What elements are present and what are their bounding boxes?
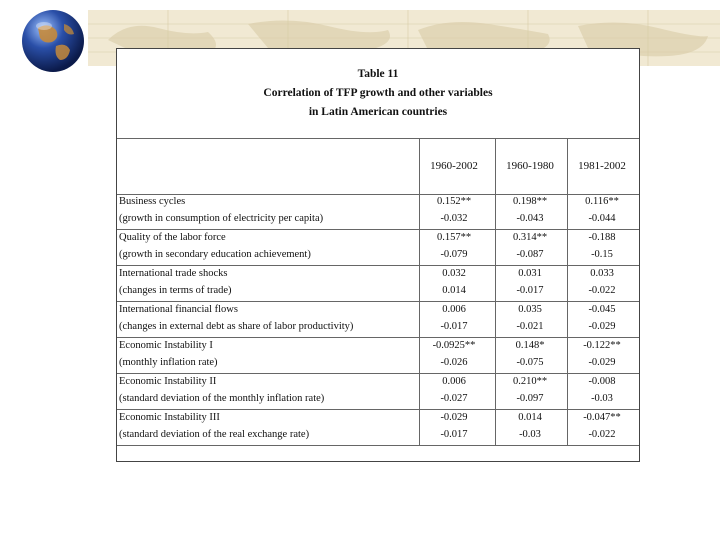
standard-error-value: -0.043 bbox=[516, 213, 544, 224]
table-row bbox=[117, 194, 639, 230]
table-header-row bbox=[117, 138, 639, 195]
standard-error-value: -0.021 bbox=[516, 321, 544, 332]
standard-error-value: -0.032 bbox=[440, 213, 468, 224]
column-header: 1960-2002 bbox=[430, 160, 478, 172]
correlation-value: 0.014 bbox=[518, 412, 542, 423]
correlation-value: 0.157** bbox=[436, 232, 472, 243]
standard-error-value: -0.044 bbox=[588, 213, 616, 224]
standard-error-value: -0.022 bbox=[588, 429, 616, 440]
table-row bbox=[117, 302, 639, 338]
correlation-value: 0.148* bbox=[515, 340, 545, 351]
standard-error-value: -0.027 bbox=[440, 393, 468, 404]
row-sublabel: (standard deviation of the monthly inflation rate) bbox=[119, 393, 325, 404]
column-header: 1981-2002 bbox=[578, 160, 626, 172]
table-row bbox=[117, 266, 639, 302]
correlation-value: 0.116** bbox=[585, 196, 619, 207]
standard-error-value: -0.15 bbox=[591, 249, 613, 260]
standard-error-value: -0.029 bbox=[588, 357, 616, 368]
correlation-value: -0.047** bbox=[583, 412, 621, 423]
correlation-value: -0.188 bbox=[588, 232, 616, 243]
correlation-value: 0.006 bbox=[442, 304, 466, 315]
column-header: 1960-1980 bbox=[506, 160, 554, 172]
table-row bbox=[117, 338, 639, 374]
standard-error-value: -0.022 bbox=[588, 285, 616, 296]
standard-error-value: 0.014 bbox=[442, 285, 466, 296]
row-label: International financial flows bbox=[119, 304, 238, 315]
table-footer bbox=[117, 446, 639, 461]
table-title-line: in Latin American countries bbox=[308, 106, 448, 118]
row-label: Business cycles bbox=[119, 196, 186, 207]
table-row bbox=[117, 230, 639, 266]
data-table bbox=[116, 48, 640, 462]
standard-error-value: -0.075 bbox=[516, 357, 544, 368]
standard-error-value: -0.017 bbox=[440, 321, 468, 332]
correlation-value: 0.314** bbox=[512, 232, 548, 243]
correlation-value: 0.033 bbox=[590, 268, 614, 279]
table-title-line: Correlation of TFP growth and other variables bbox=[263, 87, 493, 99]
standard-error-value: -0.03 bbox=[519, 429, 541, 440]
row-sublabel: (standard deviation of the real exchange rate) bbox=[119, 429, 310, 440]
correlation-value: 0.032 bbox=[442, 268, 466, 279]
row-label: Quality of the labor force bbox=[119, 232, 226, 243]
row-label: International trade shocks bbox=[119, 268, 228, 279]
row-sublabel: (changes in terms of trade) bbox=[119, 285, 232, 296]
correlation-value: 0.035 bbox=[518, 304, 542, 315]
correlation-value: -0.008 bbox=[588, 376, 616, 387]
correlation-value: -0.122** bbox=[583, 340, 621, 351]
standard-error-value: -0.017 bbox=[440, 429, 468, 440]
correlation-value: -0.0925** bbox=[432, 340, 476, 351]
row-sublabel: (monthly inflation rate) bbox=[119, 357, 218, 368]
row-sublabel: (changes in external debt as share of labor productivity) bbox=[119, 321, 354, 332]
correlation-value: 0.031 bbox=[518, 268, 542, 279]
standard-error-value: -0.079 bbox=[440, 249, 468, 260]
standard-error-value: -0.03 bbox=[591, 393, 613, 404]
table-row bbox=[117, 374, 639, 410]
table-title-line: Table 11 bbox=[357, 68, 399, 80]
correlation-value: -0.045 bbox=[588, 304, 616, 315]
row-label: Economic Instability II bbox=[119, 376, 217, 387]
correlation-value: 0.152** bbox=[436, 196, 472, 207]
standard-error-value: -0.017 bbox=[516, 285, 544, 296]
correlation-value: 0.210** bbox=[512, 376, 548, 387]
globe-icon bbox=[20, 8, 86, 74]
table-title bbox=[117, 49, 639, 139]
table-row bbox=[117, 410, 639, 446]
row-sublabel: (growth in consumption of electricity per capita) bbox=[119, 213, 324, 224]
standard-error-value: -0.097 bbox=[516, 393, 544, 404]
correlation-value: 0.198** bbox=[512, 196, 548, 207]
row-label: Economic Instability III bbox=[119, 412, 220, 423]
correlation-value: 0.006 bbox=[442, 376, 466, 387]
correlation-value: -0.029 bbox=[440, 412, 468, 423]
standard-error-value: -0.029 bbox=[588, 321, 616, 332]
standard-error-value: -0.087 bbox=[516, 249, 544, 260]
row-sublabel: (growth in secondary education achievement) bbox=[119, 249, 311, 260]
standard-error-value: -0.026 bbox=[440, 357, 468, 368]
row-label: Economic Instability I bbox=[119, 340, 213, 351]
